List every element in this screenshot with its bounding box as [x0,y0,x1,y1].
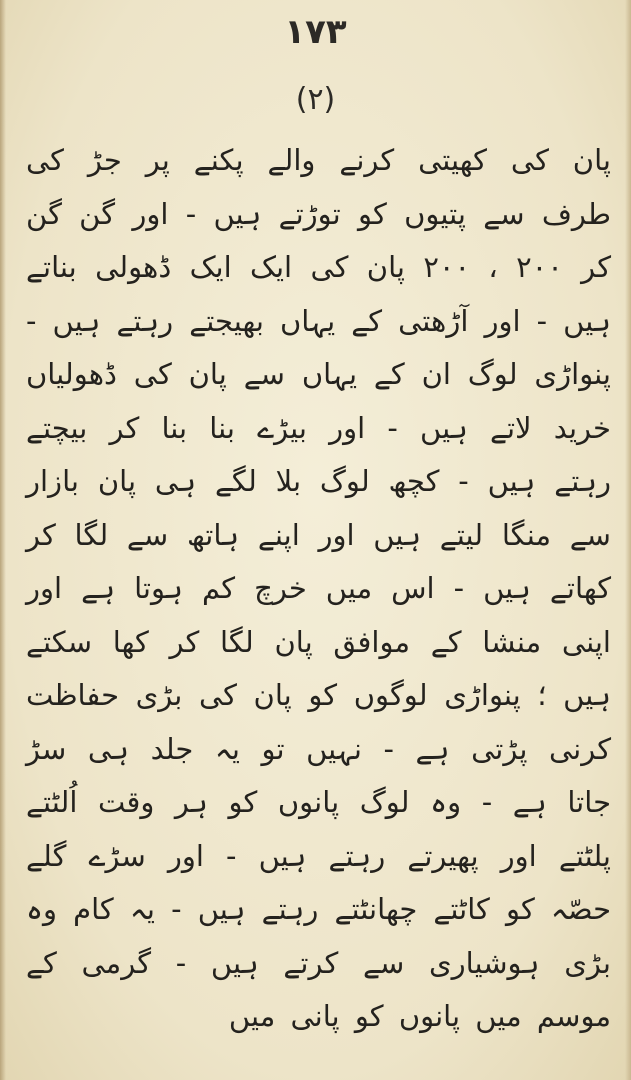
section-number: (۲) [295,82,336,117]
paragraph-1: پان کی کھیتی کرنے والے پکنے پر جڑ کی طرف سے پتیوں کو توڑتے ہیں - اور گن گن کر ۲۰۰ ، ۲۰۰ پان کی ایک ایک ڈھولی بناتے ہیں - اور آڑھتی کے یہاں بھیجتے رہتے ہیں - پنواڑی لوگ ان کے یہاں سے پان کی ڈھولیاں خرید لاتے ہیں - اور بیڑے بنا بنا کر بیچتے رہتے ہیں - کچھ لوگ بلا لگے ہی پان بازار سے منگا لیتے ہیں اور اپنے ہاتھ سے لگا کر کھاتے ہیں - اس میں خرچ کم ہوتا ہے اور اپنی منشا کے موافق پان لگا کر کھا سکتے ہیں ؛ [26,143,611,712]
body-text [26,134,611,1044]
page-right-edge [625,0,631,1080]
paragraph-2: پنواڑی لوگوں کو پان کی بڑی حفاظت کرنی پڑتی ہے - نہیں تو یہ جلد ہی سڑ جاتا ہے - وہ لوگ پانوں کو ہر وقت اُلٹتے پلٹتے اور پھیرتے رہتے ہیں - اور سڑے گلے حصّہ کو کاٹتے چھانٹتے رہتے ہیں - یہ کام وہ بڑی ہوشیاری سے کرتے ہیں - گرمی کے موسم میں پانوں کو پانی میں [26,678,611,1033]
page-left-edge [0,0,6,1080]
page-number: ۱۷۳ [284,12,347,52]
